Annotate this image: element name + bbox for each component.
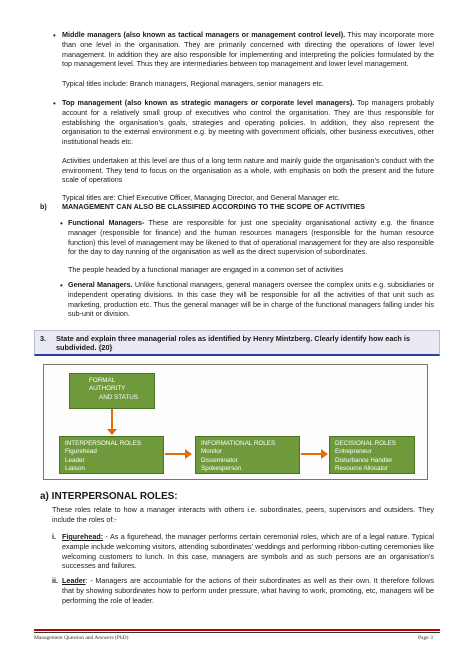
leader-item: [62, 576, 434, 605]
interpersonal-intro-text: These roles relate to how a manager interacts with others i.e. subordinates, peers, supervisors and outsiders. They include the roles of:-: [52, 505, 434, 524]
informational-role-item: Monitor: [201, 448, 222, 456]
question-text: State and explain three managerial roles as identified by Henry Mintzberg. Clearly identify how each is subdivided. {20}: [56, 334, 410, 353]
interpersonal-role-item: Liaison: [65, 464, 85, 472]
functional-managers-body: These are responsible for just one speciality organisational activity e.g. the finance manager (responsible for finance) and the human resources managers (responsible for the human resource function) this level of management may be likened to that of operational management for they are also responsible for the day to day running of the organisation as well as the direct supervision of subordinates.: [68, 218, 435, 257]
interpersonal-role-item: Figurehead: [65, 448, 97, 456]
functional-managers-note: The people headed by a functional manager are engaged in a common set of activities: [68, 265, 344, 275]
functional-managers-title: Functional Managers-: [68, 218, 145, 227]
formal-authority-box: [69, 373, 155, 409]
middle-managers-titles: Typical titles include: Branch managers, Regional managers, senior managers etc.: [62, 79, 325, 89]
leader-number: ii.: [52, 576, 58, 585]
footer-rule-dark: [34, 632, 440, 633]
figurehead-paragraph: [62, 532, 434, 571]
informational-roles-title: INFORMATIONAL ROLES: [201, 440, 276, 447]
figurehead-number: i.: [52, 532, 56, 541]
general-managers-paragraph: [68, 280, 434, 319]
figurehead-body: - As a figurehead, the manager performs certain ceremonial roles, which are of a legal nature. Typical example include welcoming visitors, attending subordinates’ weddings and performing ribbon-cutting ceremonies like welcoming customers to lunch. In this case, managers are symbols and as such persons are an organisation’s successes and failures.: [62, 532, 434, 571]
decisional-role-item: Resource Allocator: [335, 464, 388, 472]
top-management-activities: Activities undertaken at this level are thus of a long term nature and mainly guide the organisation’s conduct with the environment. They tend to focus on the organisation as a whole, with emphasis on both the present and the future scale of operations: [62, 155, 434, 185]
bullet-icon: •: [53, 99, 56, 108]
arrow-down-icon: [107, 429, 117, 435]
top-management-titles: Typical titles are: Chief Executive Officer, Managing Director, and General Manager etc.: [62, 193, 340, 203]
leader-paragraph: [62, 576, 434, 605]
bullet-icon: •: [60, 219, 63, 228]
figurehead-title: Figurehead:: [62, 532, 104, 541]
formal-authority-line2: AND STATUS: [99, 393, 138, 401]
section-b-heading: MANAGEMENT CAN ALSO BE CLASSIFIED ACCORDING TO THE SCOPE OF ACTIVITIES: [62, 202, 365, 211]
general-managers-body: Unlike functional managers, general managers oversee the complex units e.g. subsidiaries or independent operating divisions. In this case they will be responsible for all the activities of that unit such as marketing, production etc. Thus the general manager will be in charge of the functional managers falling under his sub-unit or division.: [68, 280, 434, 319]
interpersonal-roles-heading: a) INTERPERSONAL ROLES:: [40, 491, 178, 502]
arrow-right-icon: [321, 449, 328, 459]
arrow-right-icon: [185, 449, 192, 459]
interpersonal-roles-title: INTERPERSONAL ROLES: [65, 440, 142, 447]
connector-line: [301, 453, 323, 455]
question-box: [34, 330, 440, 356]
mintzberg-roles-diagram: [43, 364, 428, 480]
top-management-title: Top management (also known as strategic managers or corporate level managers).: [62, 98, 355, 107]
footer-rule-red: [34, 629, 440, 631]
middle-managers-body: This may incorporate more than one level in the organisation. They are primarily concerned with directing the operations of lower level management. In addition they are also responsible for implementing and interpreting the policies formulated by the top management level. Thus they are intermediaries between top management and lower level management.: [62, 30, 435, 69]
decisional-roles-title: DECISIONAL ROLES: [335, 440, 397, 447]
general-managers-item: [68, 280, 434, 319]
middle-managers-title: Middle managers (also known as tactical managers or management control level).: [62, 30, 346, 39]
section-b-label: b): [40, 202, 47, 211]
decisional-roles-box: [329, 436, 415, 474]
decisional-role-item: Disturbance Handler: [335, 456, 393, 464]
interpersonal-role-item: Leader: [65, 456, 85, 464]
top-management-item: [62, 98, 434, 203]
question-number: 3.: [40, 334, 47, 343]
decisional-role-item: Entrepreneur: [335, 448, 372, 456]
informational-roles-box: [195, 436, 300, 474]
leader-title: Leader: [62, 576, 86, 585]
leader-body: : - Managers are accountable for the actions of their subordinates as well as their own. It therefore follows that by showing subordinates how to perform under pressure, what having to work, promoting, etc, managers will be performing the role of leader.: [62, 576, 434, 605]
bullet-icon: •: [60, 281, 63, 290]
footer-page-number: Page 3: [418, 635, 433, 641]
middle-managers-item: [62, 30, 434, 89]
informational-role-item: Disseminator: [201, 456, 238, 464]
connector-line: [111, 409, 113, 431]
general-managers-title: General Managers.: [68, 280, 133, 289]
functional-managers-paragraph: [68, 218, 434, 257]
middle-managers-paragraph: [62, 30, 434, 69]
functional-managers-item: [68, 218, 434, 275]
bullet-icon: •: [53, 31, 56, 40]
figurehead-item: [62, 532, 434, 571]
formal-authority-line1: FORMAL AUTHORITY: [89, 377, 126, 393]
informational-role-item: Spokesperson: [201, 464, 242, 472]
top-management-paragraph: [62, 98, 434, 147]
top-management-body: Top managers probably account for a relatively small group of executives who control the organisation. They are thus responsible for establishing the organisation’s goals, strategies and operating policies. In addition, they also represent the organisation to the external environment e.g. by meeting with government officials, other business executives, other institutional heads etc.: [62, 98, 434, 147]
interpersonal-roles-box: [59, 436, 164, 474]
connector-line: [165, 453, 187, 455]
footer-left-text: Management Question and Answers (PhD): [34, 635, 129, 641]
interpersonal-intro: [52, 505, 434, 525]
